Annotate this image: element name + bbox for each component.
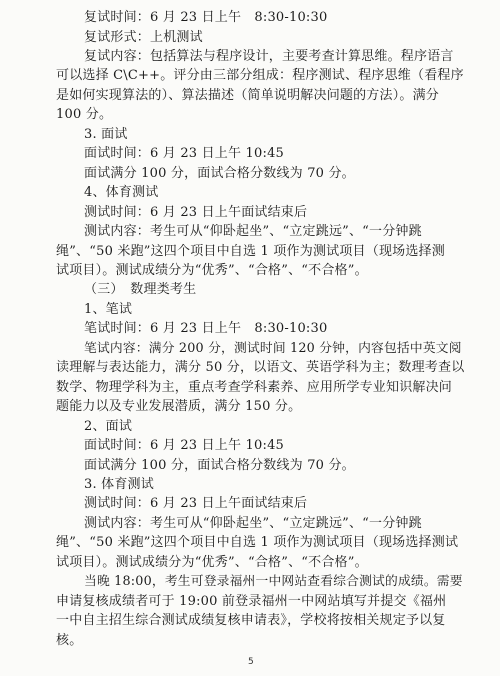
- written-content-cont-1: 读理解与表达能力，满分 50 分，以语文、英语学科为主；数理考查以: [56, 360, 465, 376]
- section-pe-b: 3. 体育测试: [84, 476, 154, 492]
- interview-time-b: 面试时间：6 月 23 日上午 10:45: [84, 438, 285, 453]
- result-notice: 当晚 18:00，考生可登录福州一中网站查看综合测试的成绩。需要: [84, 574, 463, 590]
- retest-format: 复试形式：上机测试: [84, 29, 203, 45]
- section-interview-a: 3. 面试: [84, 126, 128, 142]
- result-notice-cont-2: 一中自主招生综合测试成绩复核申请表》，学校将按相关规定予以复: [56, 613, 446, 629]
- pe-content-a: 测试内容：考生可从“仰卧起坐”、“立定跳远”、“一分钟跳: [84, 224, 422, 239]
- retest-content: 复试内容：包括算法与程序设计，主要考查计算思维。程序语言: [84, 48, 454, 64]
- section-math-science: （三） 数理类考生: [84, 282, 197, 298]
- pe-time-a: 测试时间：6 月 23 日上午面试结束后: [84, 204, 308, 220]
- retest-content-cont-2: 是如何实现算法的）、算法描述（简单说明解决问题的方法）。满分: [56, 87, 440, 103]
- written-time: 笔试时间：6 月 23 日上午 8:30-10:30: [84, 321, 328, 337]
- pe-content-b-cont-2: 试项目）。测试成绩分为“优秀”、“合格”、“不合格”。: [56, 554, 368, 570]
- result-notice-cont-3: 核。: [56, 632, 83, 648]
- section-interview-b: 2、面试: [84, 418, 133, 434]
- retest-content-cont-3: 100 分。: [56, 107, 113, 123]
- result-notice-cont-1: 申请复核成绩者可于 19:00 前登录福州一中网站填写并提交《福州: [56, 593, 447, 609]
- pe-time-b: 测试时间：6 月 23 日上午面试结束后: [84, 496, 308, 512]
- retest-content-cont-1: 可以选择 C\C++。评分由三部分组成：程序测试、程序思维（看程序: [56, 68, 464, 84]
- pe-content-a-cont-1: 绳”、“50 米跑”这四个项目中自选 1 项作为测试项目（现场选择测: [56, 243, 445, 259]
- written-content-cont-2: 数学、物理学科为主，重点考查学科素养、应用所学专业知识解决问: [56, 379, 453, 395]
- interview-score-b: 面试满分 100 分，面试合格分数线为 70 分。: [84, 457, 355, 473]
- pe-content-b: 测试内容：考生可从“仰卧起坐”、“立定跳远”、“一分钟跳: [84, 515, 422, 531]
- retest-time: 复试时间：6 月 23 日上午 8:30-10:30: [84, 10, 328, 25]
- page-number: 5: [248, 657, 254, 667]
- section-written-test: 1、笔试: [84, 301, 133, 317]
- pe-content-b-cont-1: 绳”、“50 米跑”这四个项目中自选 1 项作为测试项目（现场选择测试: [56, 535, 459, 551]
- interview-score-a: 面试满分 100 分，面试合格分数线为 70 分。: [84, 165, 355, 181]
- interview-time-a: 面试时间：6 月 23 日上午 10:45: [84, 146, 285, 162]
- written-content: 笔试内容：满分 200 分，测试时间 120 分钟，内容包括中英文阅: [84, 340, 462, 356]
- section-pe-a: 4、体育测试: [84, 185, 159, 201]
- pe-content-a-cont-2: 试项目）。测试成绩分为“优秀”、“合格”、“不合格”。: [56, 262, 368, 278]
- written-content-cont-3: 题能力以及专业发展潜质，满分 150 分。: [56, 399, 302, 415]
